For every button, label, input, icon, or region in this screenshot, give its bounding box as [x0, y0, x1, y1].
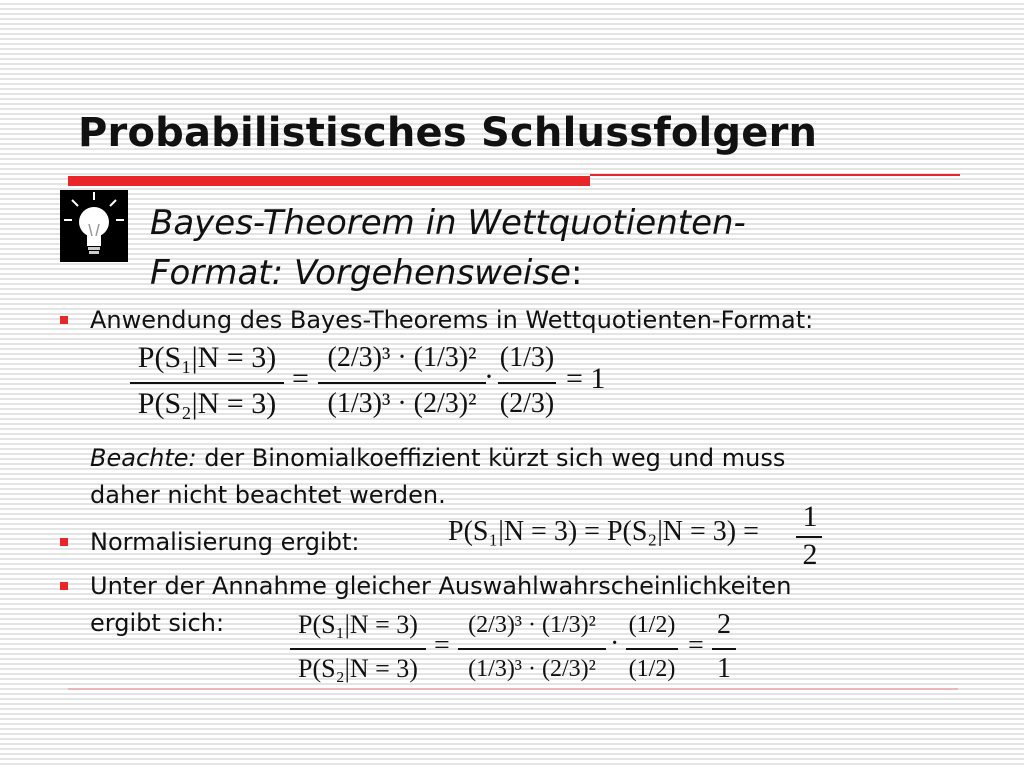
formula-3-den-left: P(S₂|N = 3)	[298, 654, 418, 683]
formula-3-den-res: 1	[717, 653, 731, 684]
equals-sign: =	[434, 630, 450, 661]
formula-2-lhs: P(S₁|N = 3) = P(S₂|N = 3) =	[448, 516, 759, 547]
formula-1-den-mid: (1/3)³ · (2/3)²	[327, 388, 477, 419]
bullet-text-2: Normalisierung ergibt:	[90, 528, 360, 556]
formula-3-den-mid: (1/3)³ · (2/3)²	[468, 656, 596, 682]
bullet-marker	[60, 538, 68, 546]
dot-operator: ·	[610, 628, 620, 659]
bullet-text-1: Anwendung des Bayes-Theorems in Wettquotienten-Format:	[90, 306, 814, 334]
bullet-marker	[60, 582, 68, 590]
formula-1	[128, 338, 628, 428]
subtitle-line-2: Format: Vorgehensweise	[150, 253, 571, 293]
equals-sign: =	[688, 630, 704, 661]
bullet-text-3-line-1: Unter der Annahme gleicher Auswahlwahrscheinlichkeiten	[90, 572, 792, 600]
formula-1-num-mid: (2/3)³ · (1/3)²	[327, 342, 477, 373]
note-label: Beachte:	[90, 444, 197, 472]
lightbulb-icon	[60, 190, 128, 262]
subtitle-colon: :	[570, 253, 583, 293]
formula-3	[288, 606, 748, 692]
title-underline-bar	[68, 176, 590, 186]
formula-2-num: 1	[802, 500, 818, 533]
dot-operator: ·	[484, 360, 494, 393]
equals-sign: =	[292, 362, 309, 395]
formula-1-den-left: P(S₂|N = 3)	[137, 387, 277, 420]
formula-2-den: 2	[802, 538, 818, 571]
bottom-divider	[68, 688, 958, 690]
formula-3-den-right: (1/2)	[628, 656, 676, 682]
bullet-marker	[60, 316, 68, 324]
slide-title: Probabilistisches Schlussfolgern	[78, 110, 818, 156]
note-line-1	[90, 440, 785, 476]
formula-3-num-right: (1/2)	[628, 612, 676, 638]
formula-2	[448, 500, 828, 574]
formula-3-num-res: 2	[717, 609, 731, 640]
note-text-2: daher nicht beachtet werden.	[90, 481, 446, 509]
formula-1-num-left: P(S₁|N = 3)	[137, 341, 277, 374]
subtitle-line-1: Bayes-Theorem in Wettquotienten-	[150, 203, 746, 243]
title-underline-line	[590, 174, 960, 176]
formula-3-num-mid: (2/3)³ · (1/3)²	[468, 612, 596, 638]
formula-1-result: = 1	[566, 362, 606, 395]
note-text-1: der Binomialkoeffizient kürzt sich weg und muss	[196, 444, 786, 472]
slide-subtitle	[150, 198, 746, 298]
formula-1-den-right: (2/3)	[499, 388, 555, 419]
bullet-text-3-line-2: ergibt sich:	[90, 609, 225, 637]
formula-3-num-left: P(S₁|N = 3)	[298, 610, 418, 639]
formula-1-num-right: (1/3)	[499, 342, 555, 373]
